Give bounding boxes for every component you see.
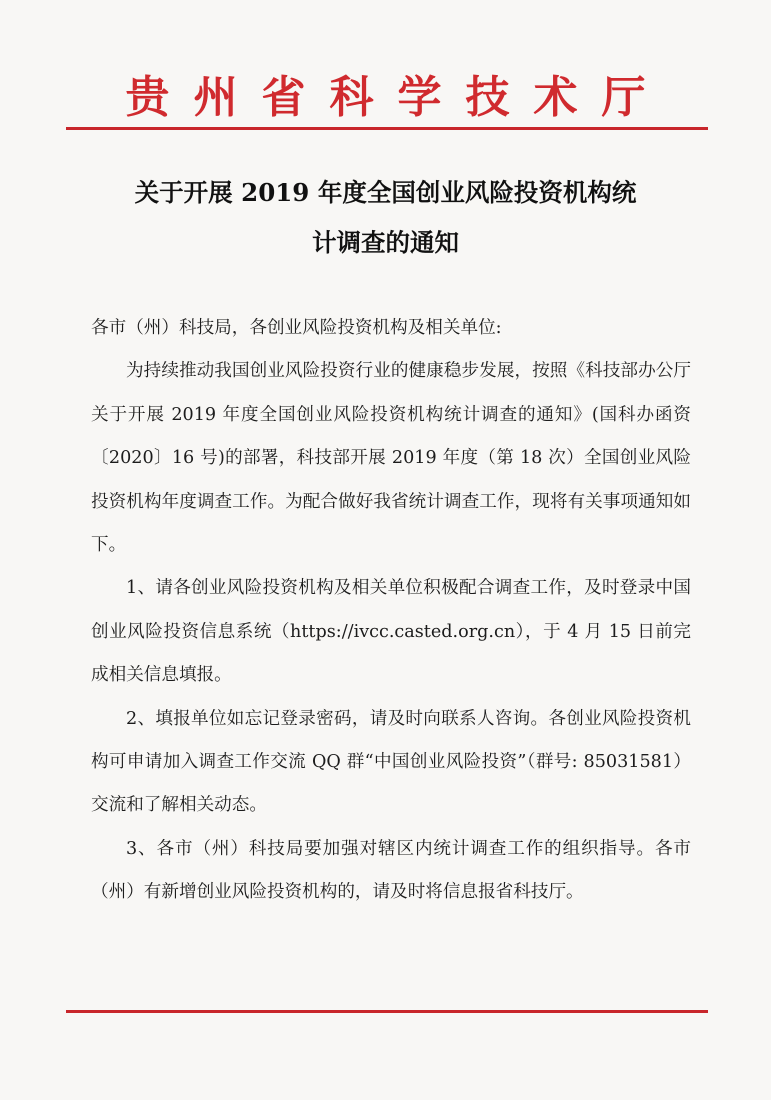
- letterhead-title: 贵州省科学技术厅: [125, 72, 670, 123]
- document-title: [70, 168, 701, 268]
- notice-item-2: 2、填报单位如忘记登录密码，请及时向联系人咨询。各创业风险投资机构可申请加入调查工作交流 QQ 群“中国创业风险投资”（群号: 85031581）交流和了解相关动态。: [91, 708, 691, 816]
- intro-paragraph: 为持续推动我国创业风险投资行业的健康稳步发展，按照《科技部办公厅关于开展 2019 年度全国创业风险投资机构统计调查的通知》(国科办函资〔2020〕16 号)的部署，科技部开展 2019 年度（第 18 次）全国创业风险投资机构年度调查工作。为配合做好我省统计调查工作，现将有关事项通知如下。: [91, 361, 691, 556]
- notice-item-1: 1、请各创业风险投资机构及相关单位积极配合调查工作，及时登录中国创业风险投资信息系统（https://ivcc.casted.org.cn），于 4 月 15 日前完成相关信息填报。: [91, 578, 691, 686]
- letterhead-red-rule: [66, 127, 708, 130]
- salutation: 各市（州）科技局，各创业风险投资机构及相关单位:: [91, 318, 502, 338]
- notice-item-3: 3、各市（州）科技局要加强对辖区内统计调查工作的组织指导。各市（州）有新增创业风险投资机构的，请及时将信息报省科技厅。: [91, 838, 691, 903]
- document-body: [91, 307, 691, 915]
- document-title-line-2: 计调查的通知: [312, 228, 459, 257]
- footer-red-rule: [66, 1010, 708, 1013]
- document-title-line-1: 关于开展 2019 年度全国创业风险投资机构统: [134, 178, 637, 207]
